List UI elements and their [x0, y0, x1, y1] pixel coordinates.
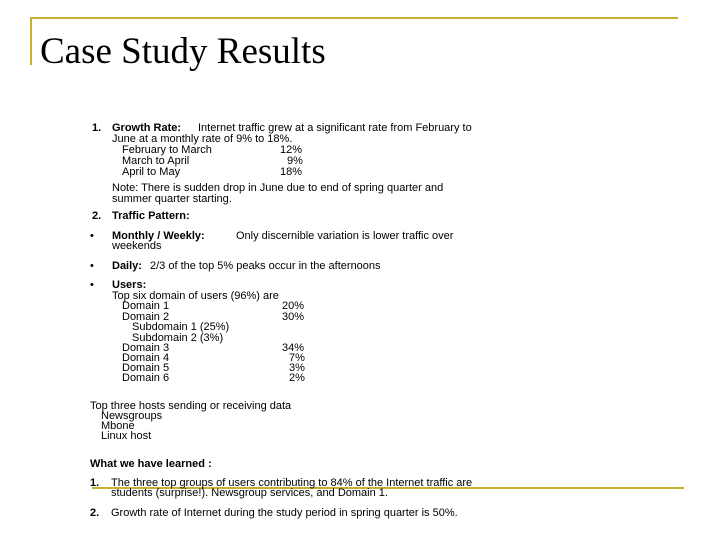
host-item: Linux host [101, 430, 152, 442]
bullet-icon: • [90, 279, 94, 291]
subdomain-row-label: Subdomain 2 (3%) [132, 332, 224, 344]
monthly-weekly-heading: Monthly / Weekly: [112, 230, 205, 242]
domain-row-label: Domain 2 [122, 311, 170, 323]
domain-row-label: Domain 1 [122, 300, 170, 312]
host-item: Mbone [101, 420, 135, 432]
learned-text: Growth rate of Internet during the study period in spring quarter is 50%. [111, 507, 458, 519]
daily-text: 2/3 of the top 5% peaks occur in the afternoons [150, 260, 381, 272]
growth-row-label: April to May [122, 166, 181, 178]
domain-row-label: Domain 5 [122, 362, 170, 374]
daily-heading: Daily: [112, 260, 142, 272]
learned-text-2: students (surprise!). Newsgroup services, and Domain 1. [111, 487, 388, 499]
domain-row-value: 30% [282, 311, 305, 323]
growth-row-value: 9% [287, 155, 303, 167]
domain-row-value: 34% [282, 342, 305, 354]
section-1-note-2: summer quarter starting. [112, 193, 232, 205]
section-1-text-2: June at a monthly rate of 9% to 18%. [112, 133, 293, 145]
learned-text: The three top groups of users contributing to 84% of the Internet traffic are [111, 477, 473, 489]
users-heading: Users: [112, 279, 147, 291]
domain-row-label: Domain 3 [122, 342, 170, 354]
monthly-weekly-text: Only discernible variation is lower traffic over [236, 230, 454, 242]
learned-number: 1. [90, 477, 100, 489]
section-1-text: Internet traffic grew at a significant rate from February to [198, 122, 472, 134]
section-2-number: 2. [92, 210, 102, 222]
top-divider [30, 17, 678, 19]
left-divider [30, 17, 32, 65]
domain-row-label: Domain 6 [122, 372, 170, 384]
learned-heading: What we have learned : [90, 458, 212, 470]
domain-row-value: 3% [289, 362, 305, 374]
domain-row-label: Domain 4 [122, 352, 170, 364]
section-1-heading: Growth Rate: [112, 122, 182, 134]
host-item: Newsgroups [101, 410, 163, 422]
domain-row-value: 20% [282, 300, 305, 312]
subdomain-row-label: Subdomain 1 (25%) [132, 321, 230, 333]
section-1-number: 1. [92, 122, 102, 134]
monthly-weekly-text-2: weekends [112, 240, 162, 252]
growth-row-label: February to March [122, 144, 212, 156]
growth-row-value: 18% [280, 166, 303, 178]
bullet-icon: • [90, 260, 94, 272]
hosts-heading: Top three hosts sending or receiving data [90, 400, 292, 412]
domain-row-value: 7% [289, 352, 305, 364]
slide-title: Case Study Results [40, 31, 326, 72]
growth-row-value: 12% [280, 144, 303, 156]
bullet-icon: • [90, 230, 94, 242]
section-1-note: Note: There is sudden drop in June due to end of spring quarter and [112, 182, 444, 194]
users-text: Top six domain of users (96%) are [112, 290, 279, 302]
section-2-heading: Traffic Pattern: [112, 210, 190, 222]
learned-number: 2. [90, 507, 100, 519]
growth-row-label: March to April [122, 155, 190, 167]
domain-row-value: 2% [289, 372, 305, 384]
